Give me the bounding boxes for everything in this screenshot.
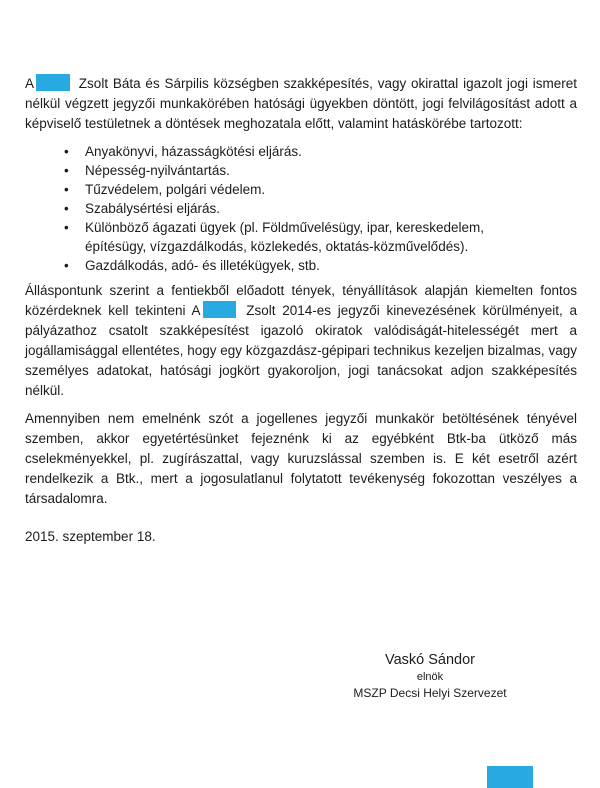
list-item: • Népesség-nyilvántartás. [25, 161, 530, 180]
list-item: • Szabálysértési eljárás. [25, 199, 530, 218]
list-item: • Anyakönyvi, házasságkötési eljárás. [25, 142, 530, 161]
paragraph-intro [25, 74, 577, 134]
signature-organization: MSZP Decsi Helyi Szervezet [353, 686, 507, 700]
redaction-box-name-1 [36, 74, 70, 91]
list-item: • Különböző ágazati ügyek (pl. Földművelésügy, ipar, kereskedelem, építésügy, vízgazdálkodás, közlekedés, oktatás-közművelődés). [25, 218, 530, 256]
redaction-box-bottom [487, 766, 533, 788]
paragraph-conclusion: Amennyiben nem emelnénk szót a jogellenes jegyzői munkakör betöltésének tényével szemben, akkor egyetértésünket fejeznénk ki az egyébként Btk-ba ütköző más cselekményekkel, pl. zugírászattal, vagy kuruzslással szemben is. E két esetről azért rendelkezik a Btk., mert a jogosulatlanul folytatott tevékenység fokozottan veszélyes a társadalomra. [25, 411, 577, 506]
date-line: 2015. szeptember 18. [25, 529, 156, 544]
paragraph-intro-body: Zsolt Báta és Sárpilis községben szakképesítés, vagy okirattal igazolt jogi ismeret nélkül végzett jegyzői munkakörében hatósági ügyekben döntött, jogi felvilágosítást adott a képviselő testületnek a döntések meghozatala előtt, valamint hatáskörébe tartozott: [25, 76, 577, 131]
paragraph-standpoint-prefix: Álláspontunk szerint a fentiekből előadott tények, tényállítások alapján kiemelten fontos közérdeknek kell tekinteni A [25, 283, 577, 318]
list-item: • Gazdálkodás, adó- és illetékügyek, stb. [25, 256, 530, 275]
signature-title: elnök [416, 671, 444, 683]
signature-name: Vaskó Sándor [384, 652, 475, 668]
paragraph-intro-prefix: A [25, 76, 35, 91]
signature-block [305, 650, 555, 701]
paragraph-standpoint [25, 281, 577, 401]
duty-list [25, 142, 577, 275]
redaction-box-name-2 [203, 301, 236, 318]
list-item: • Tűzvédelem, polgári védelem. [25, 180, 530, 199]
paragraph-standpoint-body: Zsolt 2014-es jegyzői kinevezésének körülményeit, a pályázathoz csatolt szakképesítést igazoló okiratok valódiságát-hitelességét mert a jogállamisággal ellentétes, hogy egy közgazdász-gépipari technikus kezeljen bizalmas, vagy személyes adatokat, hatósági jogkört gyakoroljon, jogi tanácsokat adjon szakképesítés nélkül. [25, 303, 577, 398]
